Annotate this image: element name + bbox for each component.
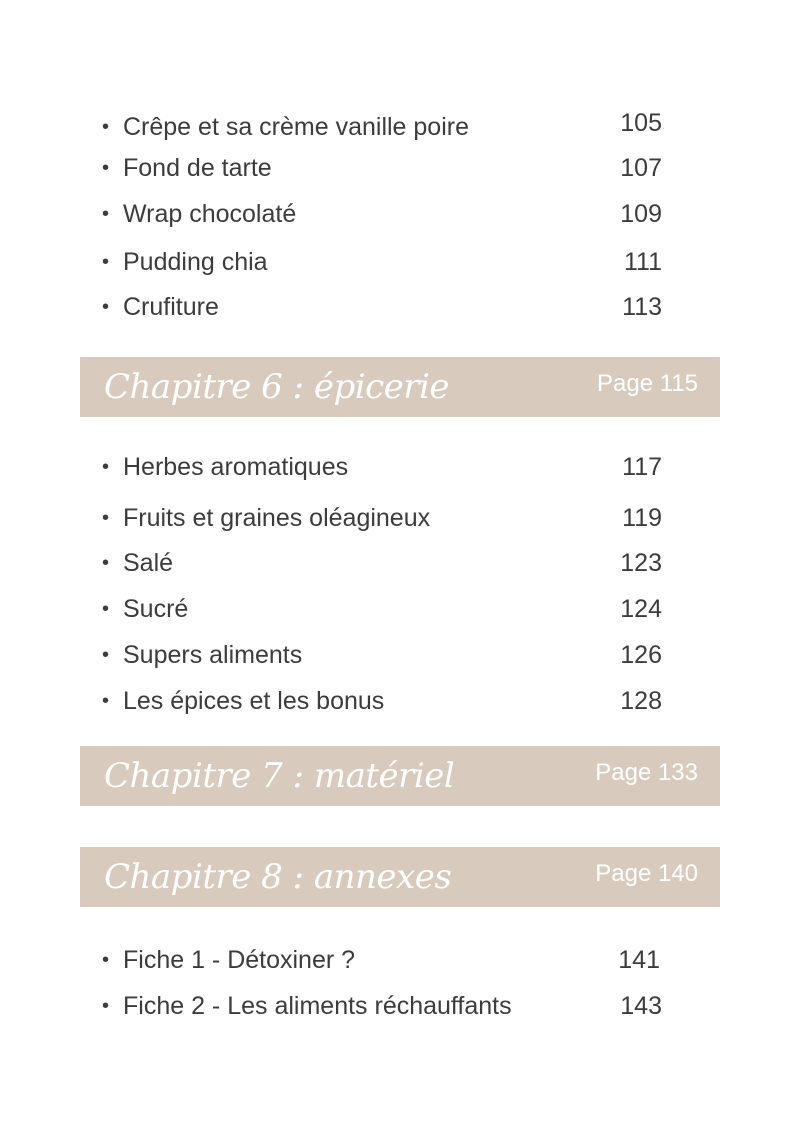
chapter-title: Chapitre 6 : épicerie: [104, 367, 450, 407]
bullet-icon: •: [102, 690, 110, 712]
toc-entry-epices-bonus[interactable]: [102, 684, 662, 718]
toc-entry-supers-aliments[interactable]: [102, 638, 662, 672]
entry-label: Crufiture: [123, 293, 219, 321]
entry-label: Sucré: [123, 595, 189, 623]
entry-page-number: 124: [620, 595, 662, 623]
entry-label: Les épices et les bonus: [123, 687, 385, 715]
entry-page-number: 126: [620, 641, 662, 669]
bullet-icon: •: [102, 251, 110, 273]
toc-entry-wrap[interactable]: [102, 197, 662, 231]
entry-page-number: 123: [620, 549, 662, 577]
entry-page-number: 141: [618, 946, 660, 974]
entry-page-number: 143: [620, 992, 662, 1020]
entry-label: Wrap chocolaté: [123, 200, 297, 228]
chapter-page-number: Page 133: [595, 759, 698, 786]
chapter-page-number: Page 115: [597, 370, 698, 397]
entry-page-number: 105: [620, 109, 662, 137]
toc-entry-fruits-graines[interactable]: [102, 501, 662, 535]
entry-label: Crêpe et sa crème vanille poire: [123, 113, 469, 141]
entry-page-number: 119: [622, 504, 662, 532]
entry-page-number: 113: [622, 293, 662, 321]
toc-entry-herbes[interactable]: [102, 450, 662, 484]
toc-entry-crepe[interactable]: [102, 110, 662, 144]
chapter-6-banner[interactable]: [80, 357, 720, 417]
bullet-icon: •: [102, 552, 110, 574]
chapter-8-banner[interactable]: [80, 847, 720, 907]
toc-entry-fond-de-tarte[interactable]: [102, 151, 662, 185]
entry-label: Pudding chia: [123, 248, 268, 276]
bullet-icon: •: [102, 644, 110, 666]
entry-page-number: 109: [620, 200, 662, 228]
entry-page-number: 117: [622, 453, 662, 481]
entry-page-number: 111: [623, 248, 662, 276]
entry-page-number: 128: [620, 687, 662, 715]
chapter-page-number: Page 140: [595, 860, 698, 887]
entry-label: Fond de tarte: [123, 154, 272, 182]
entry-page-number: 107: [620, 154, 662, 182]
entry-label: Fiche 1 - Détoxiner ?: [123, 946, 356, 974]
bullet-icon: •: [102, 995, 110, 1017]
toc-entry-crufiture[interactable]: [102, 290, 662, 324]
entry-label: Supers aliments: [123, 641, 303, 669]
bullet-icon: •: [102, 203, 110, 225]
entry-label: Fruits et graines oléagineux: [123, 504, 431, 532]
chapter-7-banner[interactable]: [80, 746, 720, 806]
toc-entry-fiche-1[interactable]: [102, 943, 662, 977]
bullet-icon: •: [102, 949, 110, 971]
bullet-icon: •: [102, 598, 110, 620]
bullet-icon: •: [102, 507, 110, 529]
entry-label: Fiche 2 - Les aliments réchauffants: [123, 992, 512, 1020]
toc-entry-fiche-2[interactable]: [102, 989, 662, 1023]
bullet-icon: •: [102, 456, 110, 478]
toc-entry-sucre[interactable]: [102, 592, 662, 626]
chapter-title: Chapitre 8 : annexes: [104, 857, 452, 897]
bullet-icon: •: [102, 296, 110, 318]
bullet-icon: •: [102, 116, 110, 138]
entry-label: Salé: [123, 549, 174, 577]
bullet-icon: •: [102, 157, 110, 179]
toc-entry-pudding[interactable]: [102, 245, 662, 279]
chapter-title: Chapitre 7 : matériel: [104, 756, 455, 796]
entry-label: Herbes aromatiques: [123, 453, 349, 481]
toc-entry-sale[interactable]: [102, 546, 662, 580]
